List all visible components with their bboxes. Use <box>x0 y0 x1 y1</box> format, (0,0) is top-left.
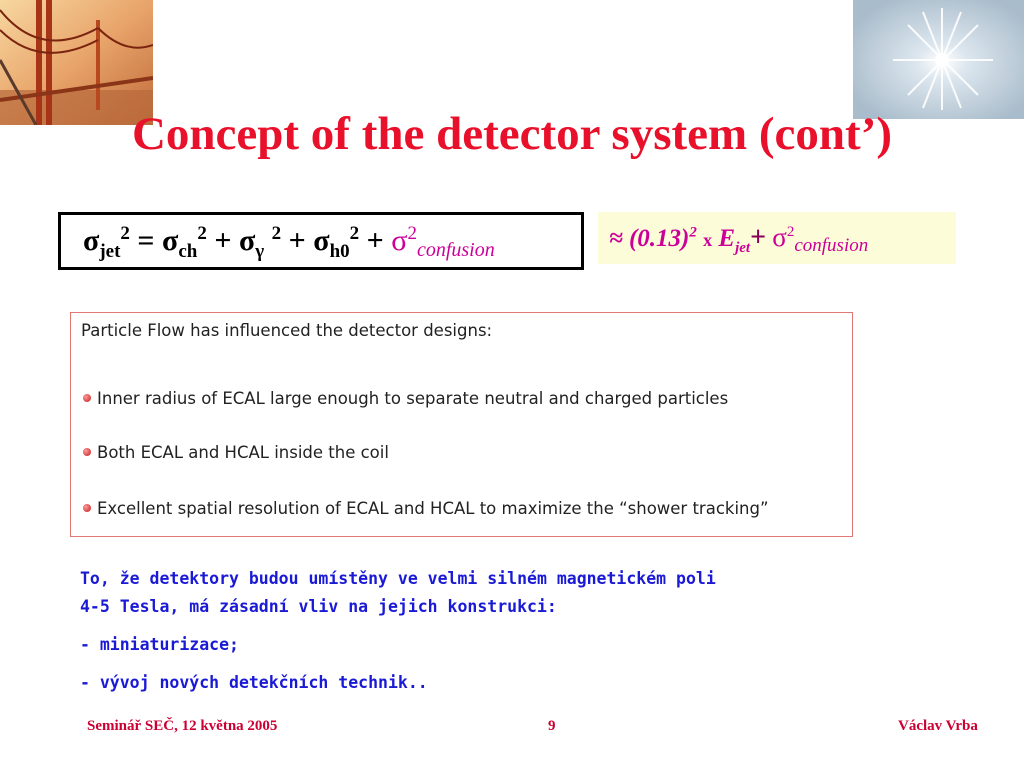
bullet-icon <box>83 504 91 512</box>
approximation-formula: ≈ $(0.13)^2$ x $E_{jet}+ \sigma^2_{confusion}$ <box>609 222 869 256</box>
flow-intro: Particle Flow has influenced the detector designs: <box>81 321 493 340</box>
footer-seminar: Seminář SEČ, 12 května 2005 <box>87 718 278 734</box>
starburst-image-icon <box>853 0 1024 119</box>
slide-title: Concept of the detector system (cont’) <box>131 108 893 160</box>
list-item: Excellent spatial resolution of ECAL and HCAL to maximize the “shower tracking” <box>83 499 769 518</box>
czech-text <box>80 565 716 697</box>
list-item: Both ECAL and HCAL inside the coil <box>83 443 389 462</box>
particle-flow-box <box>70 312 853 537</box>
formula-box <box>58 212 584 270</box>
czech-item-1: - miniaturizace; <box>80 635 239 654</box>
bullet-icon <box>83 394 91 402</box>
list-item: Inner radius of ECAL large enough to separate neutral and charged particles <box>83 389 728 408</box>
czech-line-2: 4-5 Tesla, má zásadní vliv na jejich konstrukci: <box>80 597 557 616</box>
footer-author: Václav Vrba <box>898 718 978 734</box>
czech-line-1: To, že detektory budou umístěny ve velmi silném magnetickém poli <box>80 569 716 588</box>
czech-item-2: - vývoj nových detekčních technik.. <box>80 673 428 692</box>
approximation-box <box>598 212 956 264</box>
bullet-icon <box>83 448 91 456</box>
resolution-formula: $\sigma_{jet}^2 = \sigma_{ch}^2 + \sigma_\gamma$ $^2 + \sigma_{h0}^2 + \sigma^2_{confusion}$ <box>83 223 495 262</box>
page-number: 9 <box>548 718 556 734</box>
